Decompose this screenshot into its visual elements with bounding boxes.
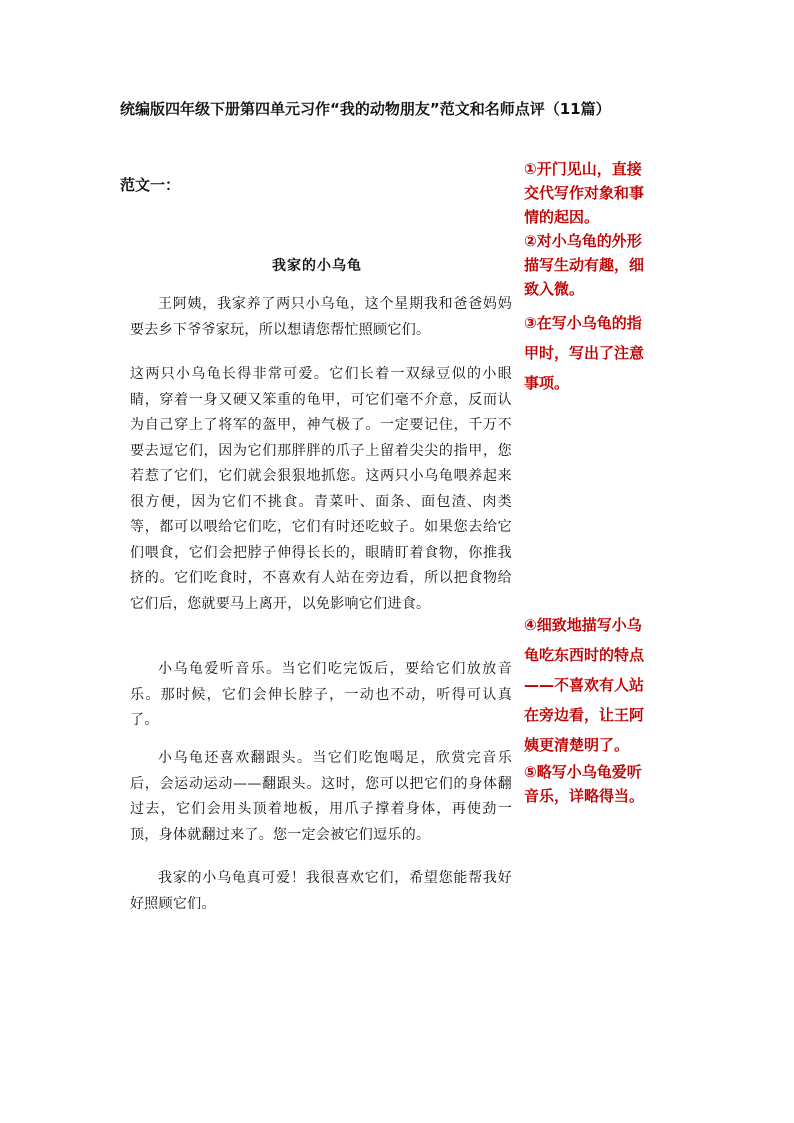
essay-paragraph-1 [130,292,512,343]
paragraph-text: 王阿姨，我家养了两只小乌龟，这个星期我和爸爸妈妈要去乡下爷爷家玩，所以想请您帮忙照顾它们。 [130,296,512,338]
comment-note-4: ④细致地描写小乌龟吃东西时的特点——不喜欢有人站在旁边看，让王阿姨更清楚明了。 [524,616,645,754]
comment-note-3: ③在写小乌龟的指甲时，写出了注意事项。 [524,314,645,392]
essay-paragraph-3 [130,657,512,734]
essay-paragraph-5 [130,866,512,917]
paragraph-text: 这两只小乌龟长得非常可爱。它们长着一双绿豆似的小眼睛，穿着一身又硬又笨重的龟甲，可它们毫不介意，反而认为自己穿上了将军的盔甲，神气极了。一定要记住，千万不要去逗它们，因为它们那胖胖的爪子上留着尖尖的指甲，您若惹了它们，它们就会狠狠地抓您。这两只小乌龟喂养起来很方便，因为它们不挑食。青菜叶、面条、面包渣、肉类等，都可以喂给它们吃，它们有时还吃蚊子。如果您去给它们喂食，它们会把脖子伸得长长的，眼睛盯着食物，你推我挤的。它们吃食时，不喜欢有人站在旁边看，所以把食物给它们后，您就要马上离开，以免影响它们进食。 [130,366,512,612]
margin-notes-bottom [524,610,652,808]
comment-note-1: ①开门见山，直接交代写作对象和事情的起因。 [524,160,645,226]
essay-paragraph-2 [130,362,512,617]
margin-notes-middle [524,308,652,398]
margin-notes-top [524,157,652,301]
comment-note-2: ②对小乌龟的外形描写生动有趣，细致入微。 [524,232,645,298]
essay-paragraph-4 [130,746,512,848]
paragraph-text: 小乌龟爱听音乐。当它们吃完饭后，要给它们放放音乐。那时候，它们会伸长脖子，一动也不动，听得可认真了。 [130,661,512,728]
paragraph-text: 小乌龟还喜欢翻跟头。当它们吃饱喝足，欣赏完音乐后，会运动运动——翻跟头。这时，您可以把它们的身体翻过去，它们会用头顶着地板，用爪子撑着身体，再使劲一顶，身体就翻过来了。您一定会被它们逗乐的。 [130,750,512,843]
paragraph-text: 我家的小乌龟真可爱！我很喜欢它们，希望您能帮我好好照顾它们。 [130,870,512,912]
document-title: 统编版四年级下册第四单元习作“我的动物朋友”范文和名师点评（11篇） [120,100,611,118]
section-label: 范文一： [120,176,181,194]
comment-note-5: ⑤略写小乌龟爱听音乐，详略得当。 [524,763,645,805]
essay-title: 我家的小乌龟 [272,258,362,274]
